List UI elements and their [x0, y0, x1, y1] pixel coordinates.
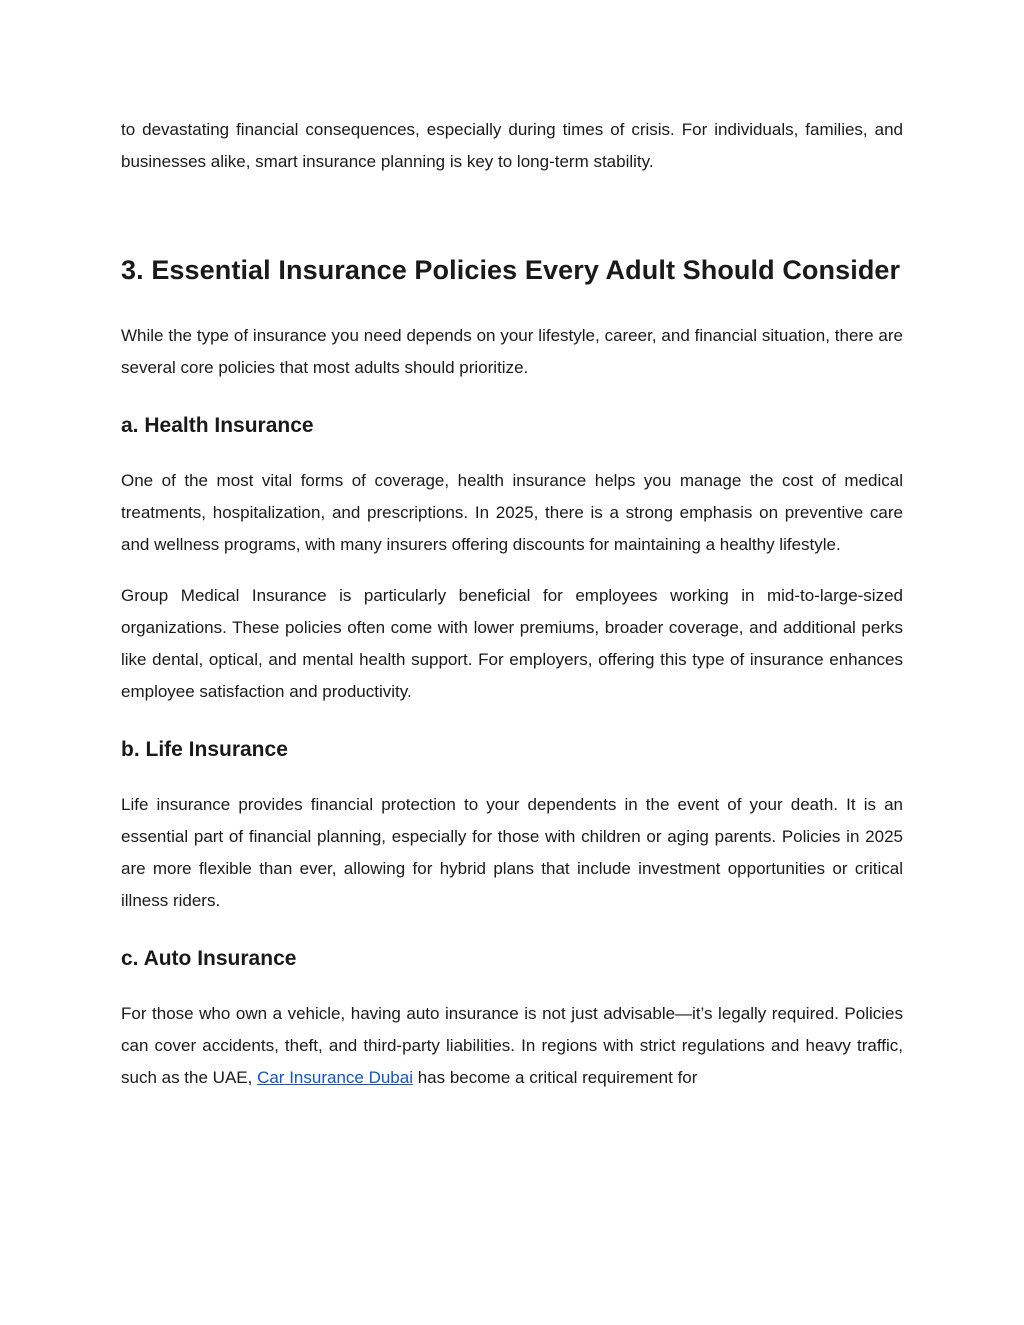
intro-paragraph: to devastating financial consequences, especially during times of crisis. For individuals, families, and businesses alike, smart insurance planning is key to long-term stability. [121, 120, 903, 171]
health-insurance-paragraph-1: One of the most vital forms of coverage, health insurance helps you manage the cost of medical treatments, hospitalization, and prescriptions. In 2025, there is a strong emphasis on preventive care and wellness programs, with many insurers offering discounts for maintaining a healthy lifestyle. [121, 471, 903, 554]
life-insurance-heading: b. Life Insurance [121, 738, 288, 761]
auto-insurance-text-after-link: has become a critical requirement for [413, 1068, 698, 1087]
health-insurance-heading: a. Health Insurance [121, 414, 314, 437]
document-page [121, 114, 903, 1094]
life-insurance-paragraph: Life insurance provides financial protection to your dependents in the event of your death. It is an essential part of financial planning, especially for those with children or aging parents. Policies in 2025 are more flexible than ever, allowing for hybrid plans that include investment opportunities or critical illness riders. [121, 795, 903, 910]
section-3-heading: 3. Essential Insurance Policies Every Adult Should Consider [121, 255, 901, 285]
car-insurance-dubai-link[interactable]: Car Insurance Dubai [257, 1068, 413, 1087]
health-insurance-paragraph-2: Group Medical Insurance is particularly beneficial for employees working in mid-to-large-sized organizations. These policies often come with lower premiums, broader coverage, and additional perks like dental, optical, and mental health support. For employers, offering this type of insurance enhances employee satisfaction and productivity. [121, 586, 903, 701]
auto-insurance-text-before-link: For those who own a vehicle, having auto insurance is not just advisable—it’s legally required. Policies can cover accidents, theft, and third-party liabilities. In regions with strict regulations and heavy traffic, such as the UAE, [121, 1004, 903, 1087]
auto-insurance-heading: c. Auto Insurance [121, 947, 297, 970]
auto-insurance-paragraph [121, 998, 903, 1094]
section-3-intro-paragraph: While the type of insurance you need depends on your lifestyle, career, and financial situation, there are several core policies that most adults should prioritize. [121, 326, 903, 377]
